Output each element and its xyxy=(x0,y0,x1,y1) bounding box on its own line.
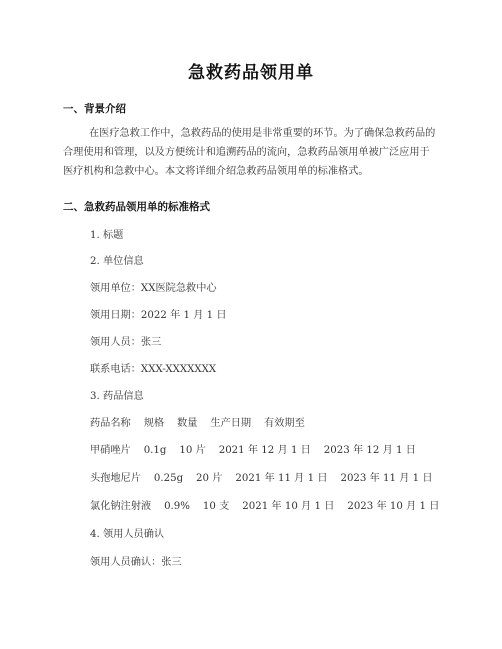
section-heading-background: 一、背景介绍 xyxy=(63,103,126,115)
list-item-title: 1. 标题 xyxy=(90,230,124,241)
background-paragraph xyxy=(63,124,439,181)
section-heading-standard-format: 二、急救药品领用单的标准格式 xyxy=(63,201,210,213)
list-item-confirmation: 4. 领用人员确认 xyxy=(90,529,165,540)
list-item-unit-info: 2. 单位信息 xyxy=(90,256,144,267)
confirmation-line: 领用人员确认：张三 xyxy=(90,557,182,568)
requester-line: 领用人员：张三 xyxy=(90,337,162,348)
drug-row: 甲硝唑片 0.1g 10 片 2021 年 12 月 1 日 2023 年 12 月 1 日 xyxy=(90,445,416,456)
list-item-drug-info: 3. 药品信息 xyxy=(90,391,144,402)
drug-row: 头孢地尼片 0.25g 20 片 2021 年 11 月 1 日 2023 年 11 月 1 日 xyxy=(90,473,433,484)
requisition-date-line: 领用日期：2022 年 1 月 1 日 xyxy=(90,310,227,321)
background-paragraph-text: 在医疗急救工作中，急救药品的使用是非常重要的环节。为了确保急救药品的合理使用和管理，以及方便统计和追溯药品的流向，急救药品领用单被广泛应用于医疗机构和急救中心。本文将详细介绍急救药品领用单的标准格式。 xyxy=(63,128,436,177)
phone-line: 联系电话：XXX-XXXXXXX xyxy=(90,364,217,375)
drug-row: 氯化钠注射液 0.9% 10 支 2021 年 10 月 1 日 2023 年 10 月 1 日 xyxy=(90,501,440,512)
drug-table-header: 药品名称 规格 数量 生产日期 有效期至 xyxy=(90,418,305,429)
unit-name-line: 领用单位：XX医院急救中心 xyxy=(90,283,217,294)
document-title: 急救药品领用单 xyxy=(188,63,314,83)
